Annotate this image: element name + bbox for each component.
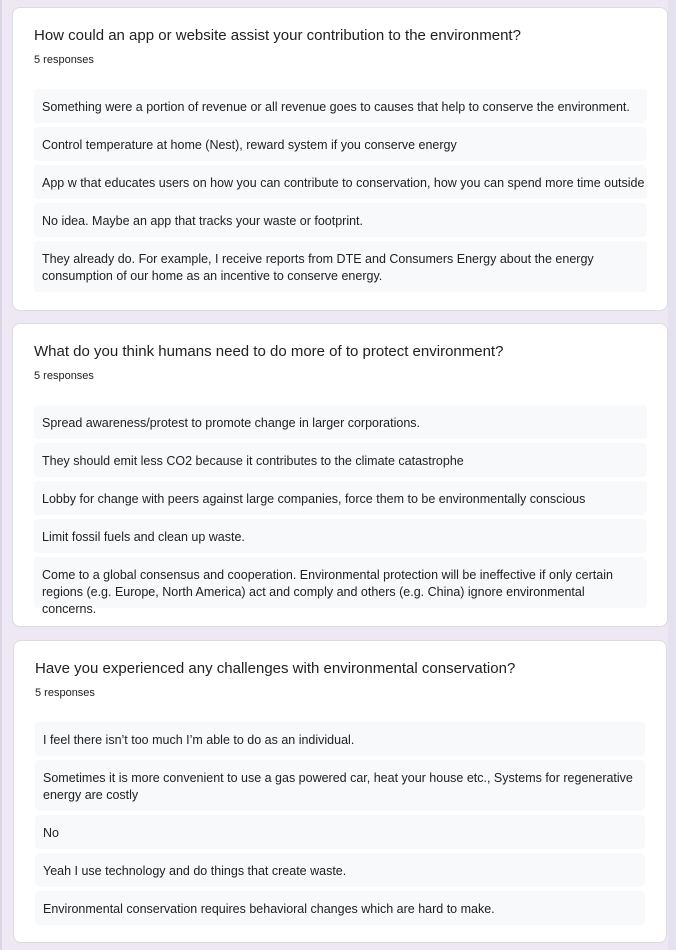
window-left-edge [0,0,2,950]
response-list [34,89,647,296]
response-item: Limit fossil fuels and clean up waste. [34,519,647,553]
question-card-challenges [13,640,667,943]
response-item: Come to a global consensus and cooperation. Environmental protection will be ineffective if only certain regions (e.g. Europe, North America) act and comply and others (e.g. China) ignore environmental concerns. [34,557,647,608]
response-count: 5 responses [34,370,94,382]
response-item: No idea. Maybe an app that tracks your waste or footprint. [34,203,647,237]
response-count: 5 responses [34,54,94,66]
response-list [34,405,647,616]
response-item: I feel there isn’t too much I’m able to do as an individual. [35,722,645,756]
response-item: They already do. For example, I receive reports from DTE and Consumers Energy about the energy consumption of our home as an incentive to conserve energy. [34,241,647,292]
question-title: Have you experienced any challenges with environmental conservation? [35,660,516,677]
response-item: Sometimes it is more convenient to use a gas powered car, heat your house etc., Systems for regenerative energy are costly [35,760,645,811]
question-title: What do you think humans need to do more of to protect environment? [34,343,504,360]
question-title: How could an app or website assist your contribution to the environment? [34,27,521,44]
response-item: App w that educates users on how you can contribute to conservation, how you can spend more time outside [34,165,647,199]
response-item: They should emit less CO2 because it contributes to the climate catastrophe [34,443,647,477]
response-item: Lobby for change with peers against large companies, force them to be environmentally conscious [34,481,647,515]
response-count: 5 responses [35,687,95,699]
response-item: Control temperature at home (Nest), reward system if you conserve energy [34,127,647,161]
response-list [35,722,645,929]
response-item: Environmental conservation requires behavioral changes which are hard to make. [35,891,645,925]
response-item: Yeah I use technology and do things that create waste. [35,853,645,887]
question-card-protect-environment [12,323,668,627]
response-item: Spread awareness/protest to promote change in larger corporations. [34,405,647,439]
response-item: No [35,815,645,849]
question-card-app-assist [12,7,668,311]
window-right-edge [668,0,676,950]
response-item: Something were a portion of revenue or all revenue goes to causes that help to conserve the environment. [34,89,647,123]
